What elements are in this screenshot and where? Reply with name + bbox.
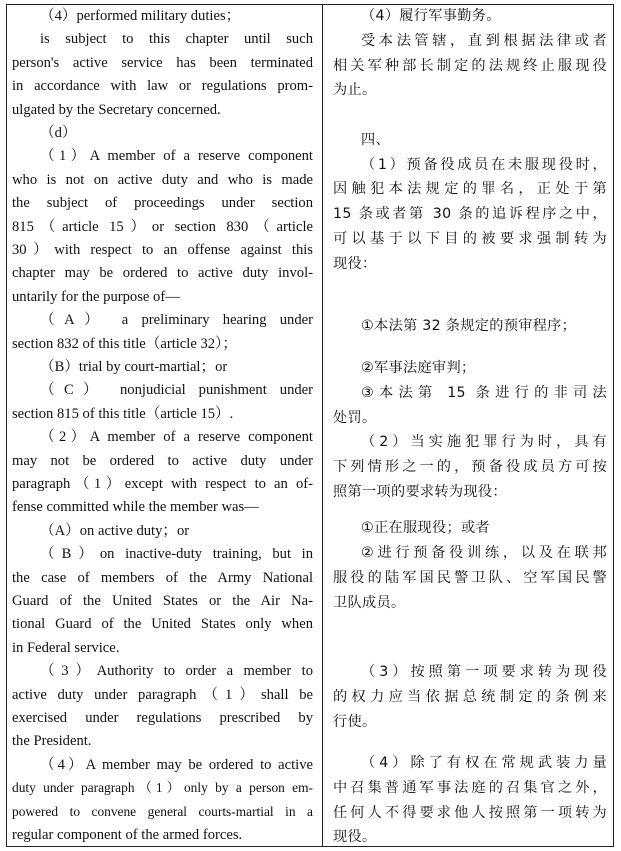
english-line: Guard of the United States or the Air Na-: [12, 593, 313, 609]
english-line: fense committed while the member was—: [12, 499, 259, 516]
english-line: in Federal service.: [12, 639, 120, 656]
english-line: in accordance with law or regulations prom-: [12, 78, 313, 95]
english-line: may not be ordered to active duty under: [12, 452, 313, 469]
chinese-line: 照第一项的要求转为现役：: [333, 484, 507, 500]
english-line: person's active service has been terminated: [12, 54, 313, 71]
english-line: regular component of the armed forces.: [12, 827, 243, 843]
english-line: the President.: [12, 733, 92, 750]
english-line: section 832 of this title（article 32）；: [12, 335, 237, 352]
english-line: paragraph（1）except with respect to an of-: [12, 476, 313, 492]
english-line: （A）on active duty；or: [40, 522, 190, 539]
english-line: the subject of proceedings under section: [12, 195, 313, 212]
chinese-line: 因触犯本法规定的罪名，正处于第: [333, 181, 607, 197]
english-line: （B）on inactive-duty training, but in: [40, 546, 313, 563]
english-line: （2）A member of a reserve component: [40, 429, 313, 446]
chinese-line: 中召集普通军事法庭的召集官之外，: [333, 780, 607, 796]
chinese-line: 可以基于以下目的被要求强制转为: [333, 231, 607, 247]
english-line: （1）A member of a reserve component: [40, 148, 313, 165]
english-line: （A） a preliminary hearing under: [40, 312, 313, 329]
english-line: who is not on active duty and who is made: [12, 171, 313, 188]
chinese-line: ②进行预备役训练，以及在联邦: [361, 545, 607, 561]
chinese-line: 任何人不得要求他人按照第一项转为: [333, 805, 607, 821]
english-line: the case of members of the Army National: [12, 569, 313, 586]
chinese-line: ②军事法庭审判；: [361, 360, 476, 376]
chinese-line: （3）按照第一项要求转为现役: [361, 664, 607, 680]
english-line: 30）with respect to an offense against this: [12, 242, 313, 258]
english-line: （B）trial by court-martial；or: [40, 359, 228, 375]
english-line: exercised under regulations prescribed by: [12, 710, 313, 726]
english-line: （C） nonjudicial punishment under: [40, 382, 313, 399]
chinese-line: 行使。: [333, 714, 377, 730]
chinese-line: 15 条或者第 30 条的追诉程序之中，: [333, 206, 607, 222]
chinese-line: 处罚。: [333, 410, 377, 426]
chinese-line: （4）履行军事勤务。: [361, 8, 501, 24]
chinese-line: ①正在服现役；或者: [361, 520, 490, 536]
english-line: active duty under paragraph（1）shall be: [12, 686, 313, 703]
english-line: （d）: [40, 125, 77, 141]
english-line: untarily for the purpose of—: [12, 288, 180, 305]
chinese-line: ③本法第 15 条进行的非司法: [361, 385, 607, 401]
chinese-line: （4）除了有权在常规武装力量: [361, 755, 607, 771]
english-line: is subject to this chapter until such: [40, 31, 313, 48]
english-line: （4）A member may be ordered to active: [40, 756, 313, 773]
chinese-line: 现役：: [333, 256, 377, 272]
chinese-line: 卫队成员。: [333, 595, 406, 611]
chinese-line: 下列情形之一的，预备役成员方可按: [333, 459, 607, 475]
column-divider: [322, 4, 323, 847]
chinese-line: （1）预备役成员在未服现役时，: [361, 157, 607, 173]
chinese-line: 的权力应当依据总统制定的条例来: [333, 689, 607, 705]
english-line: （4）performed military duties；: [40, 8, 241, 24]
chinese-line: ①本法第 32 条规定的预审程序；: [361, 318, 577, 334]
chinese-line: 相关军种部长制定的法规终止服现役: [333, 58, 607, 74]
english-line: chapter may be ordered to active duty invol-: [12, 265, 313, 282]
english-line: duty under paragraph（1）only by a person em-: [12, 780, 313, 796]
chinese-line: [333, 103, 607, 127]
english-line: 815（article 15）or section 830（article: [12, 218, 313, 235]
english-line: （3）Authority to order a member to: [40, 663, 313, 680]
chinese-line: 服役的陆军国民警卫队、空军国民警: [333, 570, 607, 586]
chinese-line: 为止。: [333, 82, 377, 98]
chinese-line: （2）当实施犯罪行为时，具有: [361, 434, 607, 450]
chinese-line: 四、: [361, 132, 390, 148]
chinese-line: [333, 615, 607, 639]
chinese-line: [333, 276, 607, 300]
chinese-line: 现役。: [333, 829, 377, 845]
english-line: ulgated by the Secretary concerned.: [12, 101, 221, 118]
english-line: section 815 of this title（article 15）.: [12, 405, 234, 422]
chinese-line: 受本法管辖，直到根据法律或者: [361, 33, 607, 49]
english-line: tional Guard of the United States only when: [12, 616, 313, 633]
english-line: powered to convene general courts-martial in a: [12, 803, 313, 819]
